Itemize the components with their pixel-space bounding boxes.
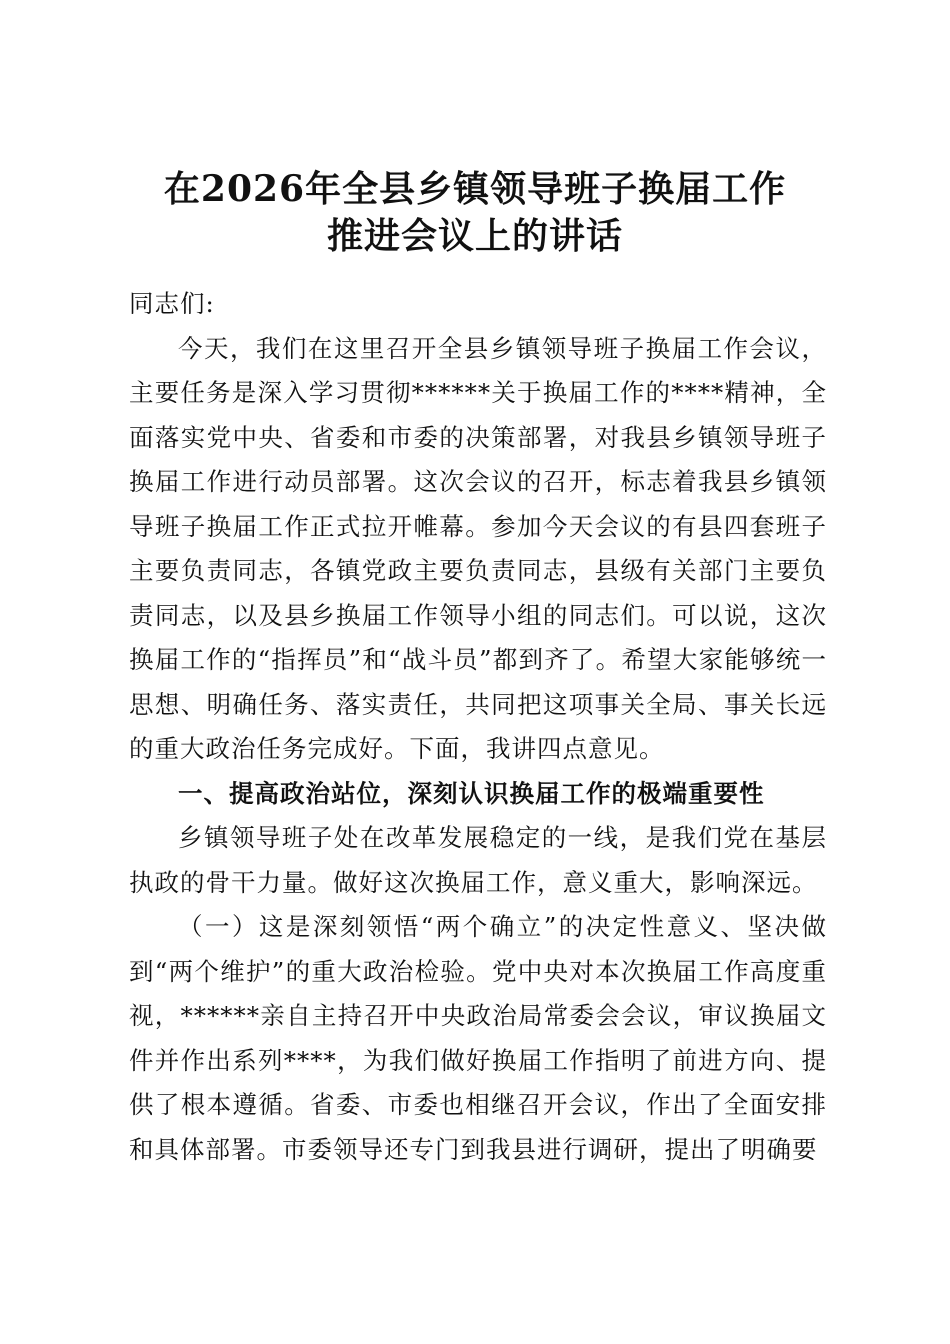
document-title: [0, 166, 950, 260]
title-line-2: 推进会议上的讲话: [326, 215, 623, 257]
title-line-1: 在2026年全县乡镇领导班子换届工作: [163, 168, 787, 210]
subheading-1: （一）这是深刻领悟“两个确立”的决定性意义、坚决做到“两个维护”的重大政治检验。: [129, 912, 827, 986]
paragraph-intro: 今天，我们在这里召开全县乡镇领导班子换届工作会议，主要任务是深入学习贯彻******关于换届工作的****精神，全面落实党中央、省委和市委的决策部署，对我县乡镇领导班子换届工作进行动员部署。这次会议的召开，标志着我县乡镇领导班子换届工作正式拉开帷幕。参加今天会议的有县四套班子主要负责同志，各镇党政主要负责同志，县级有关部门主要负责同志，以及县乡换届工作领导小组的同志们。可以说，这次换届工作的“指挥员”和“战斗员”都到齐了。希望大家能够统一思想、明确任务、落实责任，共同把这项事关全局、事关长远的重大政治任务完成好。下面，我讲四点意见。: [129, 333, 827, 763]
salutation: 同志们:: [129, 289, 215, 318]
paragraph-subsection-1-body: 党中央对本次换届工作高度重视，******亲自主持召开中央政治局常委会会议，审议换届文件并作出系列****，为我们做好换届工作指明了前进方向、提供了根本遵循。省委、市委也相继召开会议，作出了全面安排和具体部署。市委领导还专门到我县进行调研，提出了明确要: [129, 956, 827, 1164]
paragraph-subsection-1: [129, 905, 827, 1172]
document-body: [129, 282, 827, 1172]
paragraph-section-1: 乡镇领导班子处在改革发展稳定的一线，是我们党在基层执政的骨干力量。做好这次换届工作，意义重大，影响深远。: [129, 823, 827, 897]
section-heading-1: 一、提高政治站位，深刻认识换届工作的极端重要性: [178, 778, 765, 808]
